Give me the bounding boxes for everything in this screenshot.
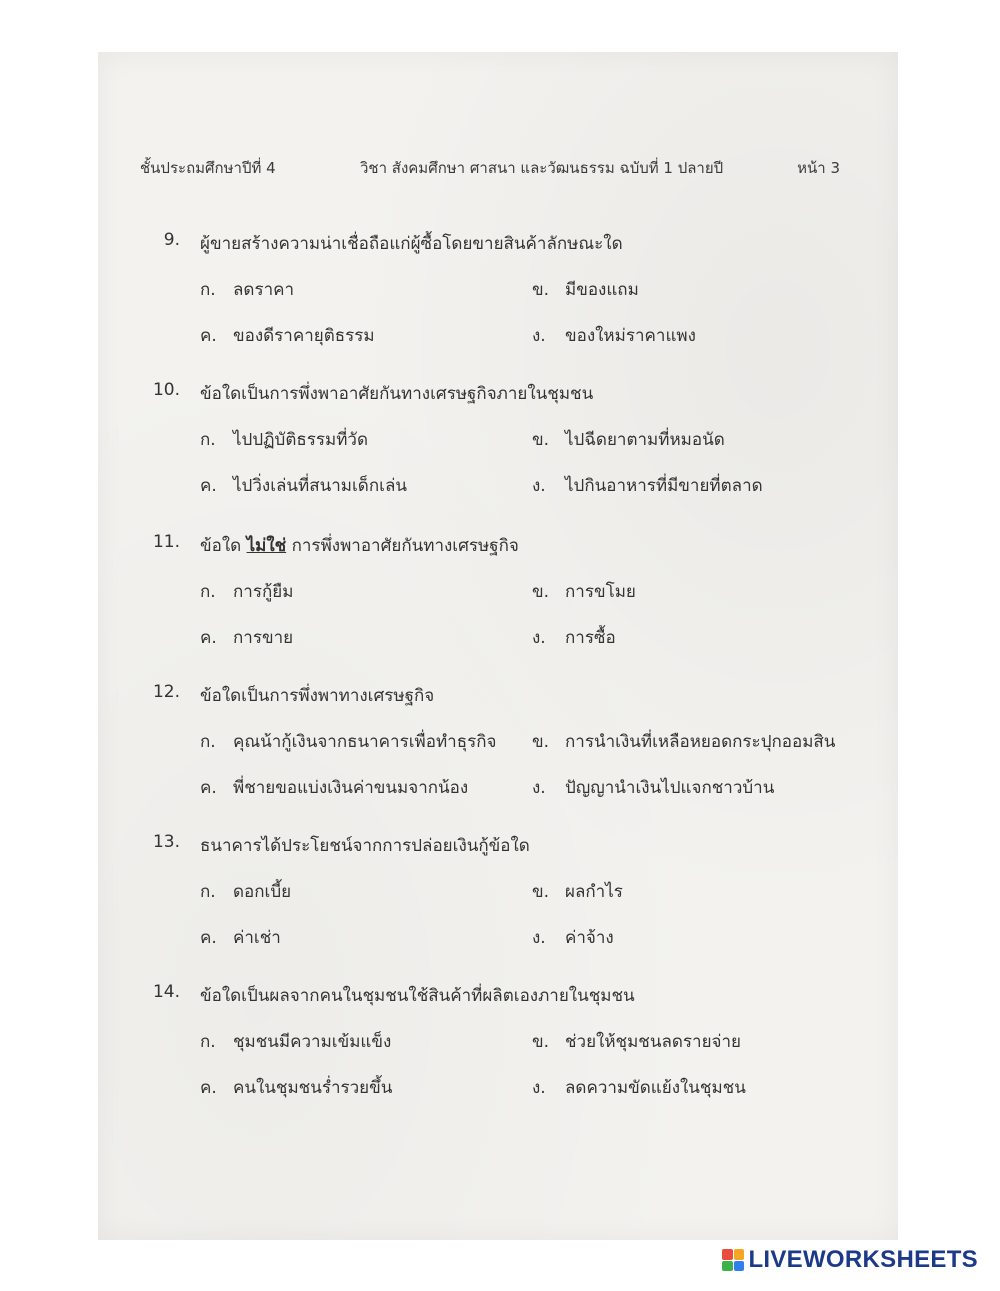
question-number: 9. (163, 230, 180, 250)
option-b[interactable] (532, 426, 725, 453)
option-b[interactable] (532, 578, 636, 605)
question-text: ผู้ขายสร้างความน่าเชื่อถือแก่ผู้ซื้อโดยขายสินค้าลักษณะใด (200, 234, 623, 254)
option-text: ไปวิ่งเล่นที่สนามเด็กเล่น (233, 476, 407, 496)
option-b[interactable] (532, 728, 835, 755)
option-label: ข. (532, 1032, 550, 1052)
question-text: ธนาคารได้ประโยชน์จากการปล่อยเงินกู้ข้อใด (200, 836, 530, 856)
option-d[interactable] (532, 924, 614, 951)
question-10 (140, 380, 850, 510)
page-header (140, 156, 840, 180)
header-page-number: หน้า 3 (797, 159, 840, 177)
option-text: การขาย (233, 628, 294, 648)
option-text: ของใหม่ราคาแพง (565, 326, 696, 346)
option-d[interactable] (532, 472, 763, 499)
logo-tile (734, 1249, 745, 1260)
option-a[interactable] (200, 878, 291, 905)
question-text (200, 532, 519, 559)
option-label: ง. (532, 476, 546, 496)
option-c[interactable] (200, 472, 407, 499)
option-text: ของดีราคายุติธรรม (233, 326, 375, 346)
logo-tile (722, 1249, 733, 1260)
question-14 (140, 982, 850, 1112)
question-text: ข้อใดเป็นการพึ่งพาอาศัยกันทางเศรษฐกิจภายในชุมชน (200, 384, 594, 404)
option-label: ก. (200, 732, 216, 752)
option-label: ก. (200, 882, 216, 902)
header-subject: วิชา สังคมศึกษา ศาสนา และวัฒนธรรม ฉบับที่ 1 ปลายปี (360, 159, 724, 177)
option-text: ลดราคา (233, 280, 295, 300)
brand-name: LIVEWORKSHEETS (748, 1246, 978, 1273)
option-a[interactable] (200, 1028, 391, 1055)
question-number: 14. (152, 982, 180, 1002)
option-label: ค. (200, 476, 217, 496)
option-label: ก. (200, 280, 216, 300)
liveworksheets-logo-icon (722, 1249, 744, 1271)
option-d[interactable] (532, 624, 616, 651)
option-label: ข. (532, 280, 550, 300)
option-label: ค. (200, 778, 217, 798)
option-text: ค่าเช่า (233, 928, 281, 948)
option-text: ลดความขัดแย้งในชุมชน (565, 1078, 746, 1098)
question-13 (140, 832, 850, 962)
question-11 (140, 532, 850, 662)
question-12 (140, 682, 850, 812)
option-c[interactable] (200, 322, 375, 349)
option-d[interactable] (532, 1074, 746, 1101)
option-text: ผลกำไร (565, 882, 623, 902)
option-label: ค. (200, 628, 217, 648)
question-number: 11. (152, 532, 180, 552)
option-text: คนในชุมชนร่ำรวยขึ้น (233, 1078, 393, 1098)
option-label: ก. (200, 1032, 216, 1052)
option-text: คุณน้ากู้เงินจากธนาคารเพื่อทำธุรกิจ (233, 732, 497, 752)
option-label: ข. (532, 732, 550, 752)
option-text: ช่วยให้ชุมชนลดรายจ่าย (565, 1032, 742, 1052)
option-text: พี่ชายขอแบ่งเงินค่าขนมจากน้อง (233, 778, 469, 798)
question-text: ข้อใดเป็นการพึ่งพาทางเศรษฐกิจ (200, 686, 435, 706)
question-text-before: ข้อใด (200, 536, 242, 556)
option-text: ดอกเบี้ย (233, 882, 292, 902)
option-text: การขโมย (565, 582, 636, 602)
option-b[interactable] (532, 276, 639, 303)
option-c[interactable] (200, 624, 293, 651)
question-text: ข้อใดเป็นผลจากคนในชุมชนใช้สินค้าที่ผลิตเองภายในชุมชน (200, 986, 635, 1006)
option-label: ค. (200, 1078, 217, 1098)
option-d[interactable] (532, 322, 696, 349)
question-text-after: การพึ่งพาอาศัยกันทางเศรษฐกิจ (291, 536, 519, 556)
option-b[interactable] (532, 1028, 741, 1055)
option-text: การนำเงินที่เหลือหยอดกระปุกออมสิน (565, 732, 836, 752)
option-label: ง. (532, 1078, 546, 1098)
option-c[interactable] (200, 774, 468, 801)
option-text: การซื้อ (565, 628, 616, 648)
option-label: ง. (532, 928, 546, 948)
option-label: ค. (200, 326, 217, 346)
option-a[interactable] (200, 276, 294, 303)
option-c[interactable] (200, 924, 281, 951)
header-grade: ชั้นประถมศึกษาปีที่ 4 (140, 159, 276, 177)
option-a[interactable] (200, 728, 496, 755)
option-label: ข. (532, 882, 550, 902)
option-a[interactable] (200, 578, 293, 605)
option-text: ไปฉีดยาตามที่หมอนัด (565, 430, 725, 450)
option-label: ง. (532, 326, 546, 346)
question-number: 12. (152, 682, 180, 702)
option-text: มีของแถม (565, 280, 639, 300)
option-b[interactable] (532, 878, 623, 905)
liveworksheets-brand (722, 1247, 978, 1273)
question-number: 10. (152, 380, 180, 400)
option-label: ง. (532, 628, 546, 648)
option-text: ชุมชนมีความเข้มแข็ง (233, 1032, 392, 1052)
option-c[interactable] (200, 1074, 392, 1101)
option-label: ค. (200, 928, 217, 948)
option-text: ปัญญานำเงินไปแจกชาวบ้าน (565, 778, 775, 798)
option-label: ข. (532, 582, 550, 602)
option-label: ก. (200, 430, 216, 450)
question-number: 13. (152, 832, 180, 852)
question-emphasis-not: ไม่ใช่ (246, 536, 287, 556)
option-d[interactable] (532, 774, 774, 801)
option-text: การกู้ยืม (233, 582, 294, 602)
option-a[interactable] (200, 426, 368, 453)
option-label: ง. (532, 778, 546, 798)
option-text: ไปปฏิบัติธรรมที่วัด (233, 430, 369, 450)
option-text: ไปกินอาหารที่มีขายที่ตลาด (565, 476, 763, 496)
logo-tile (734, 1261, 745, 1272)
option-text: ค่าจ้าง (565, 928, 614, 948)
option-label: ก. (200, 582, 216, 602)
question-9 (140, 230, 850, 360)
option-label: ข. (532, 430, 550, 450)
logo-tile (722, 1261, 733, 1272)
